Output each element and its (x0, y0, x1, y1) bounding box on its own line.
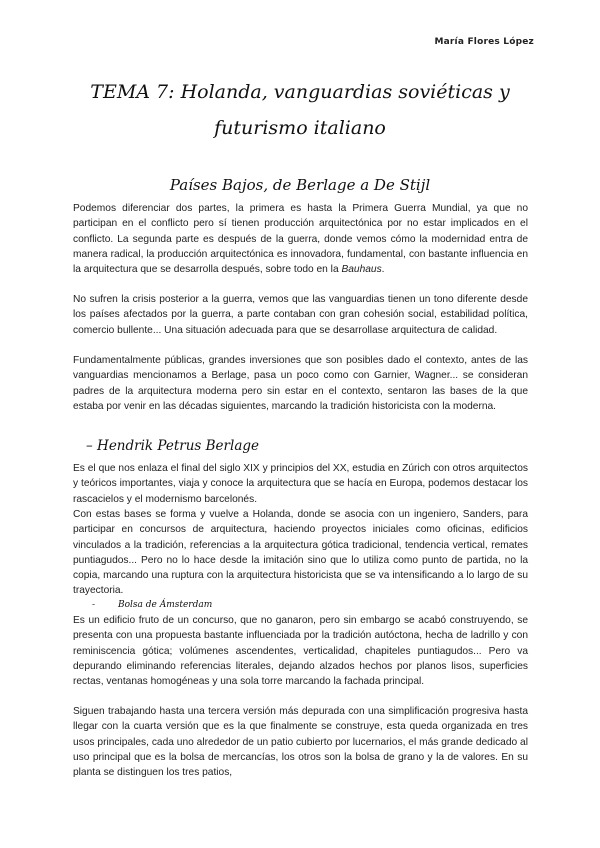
bolsa-heading-text: Bolsa de Ámsterdam (118, 600, 213, 610)
section-paragraph-2: No sufren la crisis posterior a la guerra, vemos que las vanguardias tienen un tono diferente desde los países afectados por la guerra, a parte contaban con gran cohesión social, estabilidad política, comercio bullente... Una situación adecuada para que se desarrollase arquitectura de calidad. (73, 294, 528, 336)
berlage-paragraph-2: Con estas bases se forma y vuelve a Holanda, donde se asocia con un ingeniero, Sanders, para participar en concursos de arquitectura, haciendo proyectos iniciales como oficinas, edificios vinculados a la tradición, referencias a la arquitectura gótica tradicional, tendencia vertical, remates puntiagudos... Pero no lo hace desde la imitación sino que lo utiliza como punto de partida, no la copia, marcando una ruptura con la arquitectura historicista que se va intensificando a lo largo de su trayectoria. (73, 509, 528, 597)
berlage-heading: – Hendrik Petrus Berlage (86, 438, 260, 454)
bolsa-heading-dash: - (92, 600, 96, 610)
section-paragraph-3: Fundamentalmente públicas, grandes inversiones que son posibles dado el contexto, antes de las vanguardias mencionamos a Berlage, pasa un poco como con Garnier, Wagner... se consideran padres de la arquitectura moderna pero sin estar en el contexto, sentaron las bases de la que estaba por venir en las décadas siguientes, marcando la tradición historicista con la moderna. (73, 355, 528, 412)
section-paragraph-1-end: . (381, 264, 385, 276)
bolsa-paragraph-1: Es un edificio fruto de un concurso, que no ganaron, pero sin embargo se acabó construyendo, se presenta con una propuesta bastante influenciada por la tradición autóctona, hecha de ladrillo y con reminiscencia gótica; volúmenes ascendentes, verticalidad, chapiteles puntiagudos... Pero va depurando eliminando referencias literales, dejando alzados hechos por planos lisos, superficies rectas, ventanas homogéneas y una sola torre marcando la fachada principal. (73, 615, 528, 688)
berlage-paragraph-1: Es el que nos enlaza el final del siglo XIX y principios del XX, estudia en Zúrich con otros arquitectos y teóricos importantes, viaja y conoce la arquitectura que se hacía en Europa, podemos destacar los rascacielos y el modernismo barcelonés. (73, 463, 528, 505)
section-paragraph-1-text: Podemos diferenciar dos partes, la primera es hasta la Primera Guerra Mundial, ya que no participan en el conflicto pero sí tienen producción arquitectónica por no estar implicados en el conflicto. La segunda parte es después de la guerra, donde vemos cómo la modernidad entra de manera radical, la producción arquitectónica es innovadora, fundamental, con bastante influencia en la arquitectura que se desarrolla después, sobre todo en la (73, 203, 528, 276)
bolsa-paragraph-2: Siguen trabajando hasta una tercera versión más depurada con una simplificación progresiva hasta llegar con la cuarta versión que es la que finalmente se construye, esta queda organizada en tres usos principales, cada uno alrededor de un patio cubierto por lucernarios, el más grande dedicado al uso principal que es la bolsa de mercancías, los otros son la bolsa de grano y la de valores. En su planta se distinguen los tres patios, (73, 706, 528, 779)
bauhaus-term: Bauhaus (341, 264, 382, 276)
page-title: TEMA 7: Holanda, vanguardias soviéticas y futurismo italiano (90, 81, 510, 139)
section-heading: Países Bajos, de Berlage a De Stijl (169, 176, 431, 194)
author-name: María Flores López (434, 37, 534, 47)
section-paragraph-1 (73, 201, 528, 277)
bolsa-heading (92, 600, 212, 610)
